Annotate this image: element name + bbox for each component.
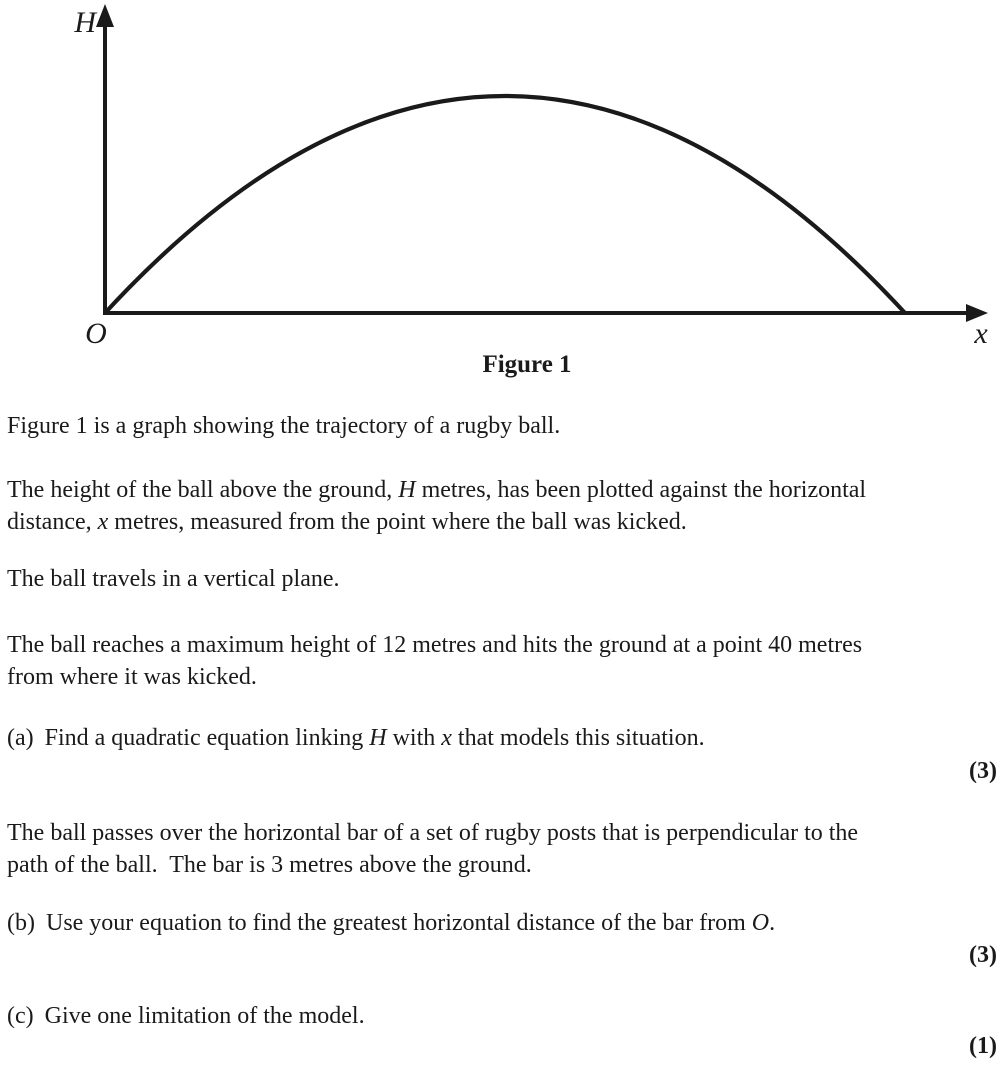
variable-H: H [369, 725, 387, 751]
trajectory-figure [0, 0, 1000, 348]
paragraph-height-plotted [7, 474, 1000, 538]
text-line: path of the ball. The bar is 3 metres above the ground. [7, 852, 532, 878]
question-a-marks: (3) [969, 758, 997, 784]
question-a-label: (a) [7, 725, 34, 751]
text-segment: metres, measured from the point where the ball was kicked. [108, 509, 687, 535]
paragraph-rugby-posts [7, 817, 1000, 881]
question-c-label: (c) [7, 1003, 34, 1029]
x-axis-label: x [974, 317, 988, 348]
variable-H: H [398, 477, 416, 503]
question-c-text: Give one limitation of the model. [44, 1003, 365, 1029]
text-segment: The height of the ball above the ground, [7, 477, 399, 503]
text-line: Figure 1 is a graph showing the trajectory of a rugby ball. [7, 413, 561, 439]
trajectory-curve [105, 96, 905, 313]
text-segment: distance, [7, 509, 98, 535]
paragraph-vertical-plane [7, 563, 1000, 595]
figure-caption: Figure 1 [482, 351, 572, 378]
question-c-marks: (1) [969, 1033, 997, 1059]
question-a [7, 722, 1000, 754]
text-line [7, 474, 1000, 506]
text-line [7, 506, 1000, 538]
question-a-text [45, 722, 705, 754]
h-axis-arrowhead-icon [96, 4, 114, 27]
variable-O: O [751, 910, 770, 936]
question-b-marks: (3) [969, 942, 997, 968]
question-b [7, 907, 1000, 939]
text-line: The ball reaches a maximum height of 12 metres and hits the ground at a point 40 metres [7, 632, 863, 658]
text-segment: . [769, 910, 776, 936]
origin-label: O [85, 317, 107, 348]
text-segment: Use your equation to find the greatest horizontal distance of the bar from [45, 910, 752, 936]
question-b-text [46, 907, 775, 939]
text-line: from where it was kicked. [7, 664, 257, 690]
text-line: The ball passes over the horizontal bar of a set of rugby posts that is perpendicular to the [7, 820, 859, 846]
question-b-label: (b) [7, 910, 35, 936]
variable-x: x [97, 509, 109, 535]
h-axis-label: H [74, 6, 96, 39]
text-segment: that models this situation. [451, 725, 705, 751]
question-c [7, 1000, 1000, 1032]
paragraph-intro [7, 410, 1000, 442]
text-line: The ball travels in a vertical plane. [7, 566, 340, 592]
variable-x: x [441, 725, 452, 751]
paragraph-max-height [7, 629, 1000, 693]
text-segment: Find a quadratic equation linking [44, 725, 370, 751]
text-segment: with [386, 725, 442, 751]
text-segment: metres, has been plotted against the horizontal [415, 477, 867, 503]
